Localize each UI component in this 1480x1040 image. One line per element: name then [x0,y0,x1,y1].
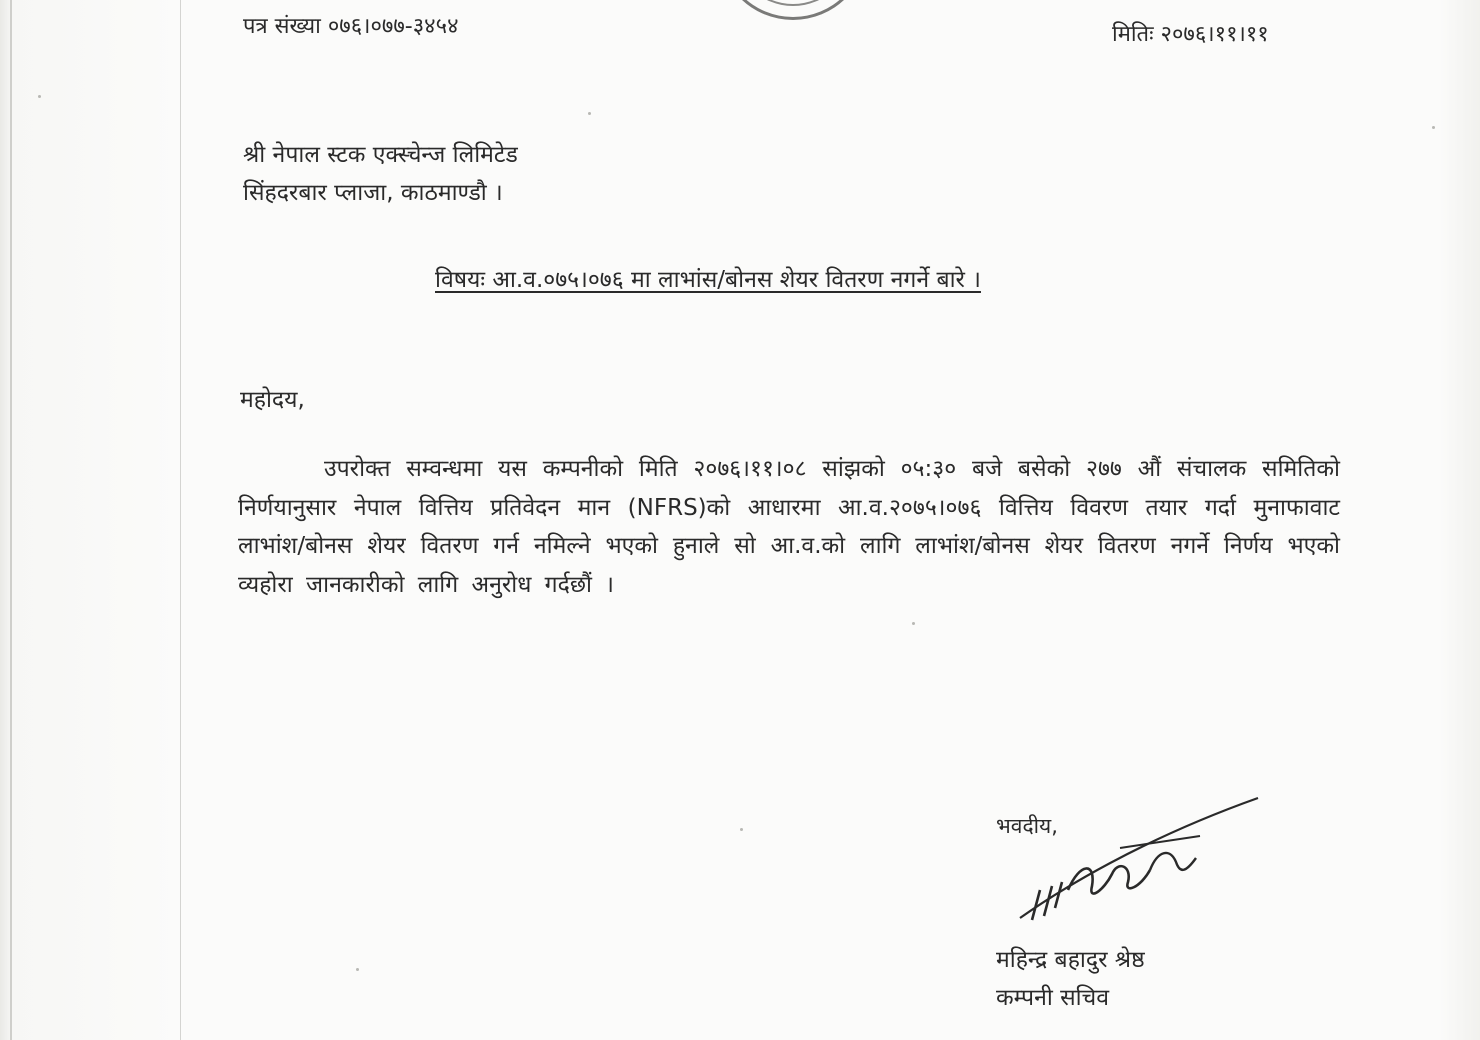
page-edge [10,0,12,1040]
scan-speck [356,968,359,971]
closing: भवदीय, [996,814,1058,838]
salutation: महोदय, [240,387,305,413]
handwritten-signature [1000,790,1270,950]
scan-speck [740,828,743,831]
letter-number: पत्र संख्या ०७६।०७७-३४५४ [243,14,459,39]
addressee-block [243,136,518,212]
scan-speck [588,112,591,115]
subject-line: विषयः आ.व.०७५।०७६ मा लाभांस/बोनस शेयर वितरण नगर्ने बारे । [435,267,981,293]
seal-inner-ring [733,0,853,6]
scan-speck [38,95,41,98]
fold-line [180,0,181,1040]
addressee-line-2: सिंहदरबार प्लाजा, काठमाण्डौ । [243,180,503,206]
scan-speck [1432,126,1435,129]
letter-date: मितिः २०७६।११।११ [1112,22,1269,47]
addressee-line-1: श्री नेपाल स्टक एक्स्चेन्ज लिमिटेड [243,142,518,168]
signatory-name: महिन्द्र बहादुर श्रेष्ठ [996,947,1145,973]
scan-speck [912,622,915,625]
signatory-title: कम्पनी सचिव [996,985,1109,1011]
letter-body: उपरोक्त सम्वन्धमा यस कम्पनीको मिति २०७६।११।०८ सांझको ०५:३० बजे बसेको २७७ औं संचालक समितिको निर्णयानुसार नेपाल वित्तिय प्रतिवेदन मान (NFRS)को आधारमा आ.व.२०७५।०७६ वित्तिय विवरण तयार गर्दा मुनाफावाट लाभांश/बोनस शेयर वितरण गर्न नमिल्ने भएको हुनाले सो आ.व.को लागि लाभांश/बोनस शेयर वितरण नगर्ने निर्णय भएको व्यहोरा जानकारीको लागि अनुरोध गर्दछौं । [238,456,1340,598]
